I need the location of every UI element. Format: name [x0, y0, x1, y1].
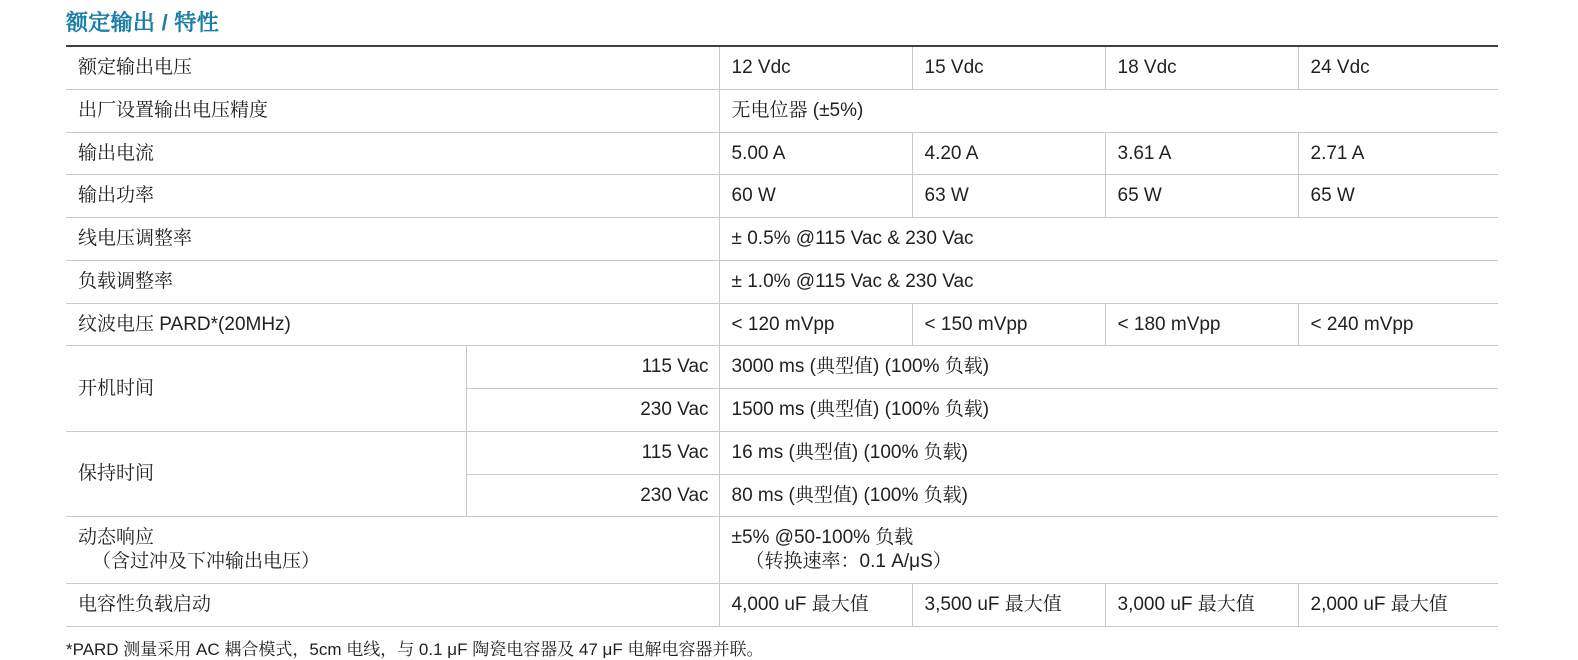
- table-row: [66, 583, 1498, 626]
- page-title: 额定输出 / 特性: [66, 10, 220, 35]
- row-value: 4,000 uF 最大值: [719, 583, 912, 626]
- row-label: [66, 517, 719, 584]
- row-value: 60 W: [719, 175, 912, 218]
- row-value: 3,500 uF 最大值: [912, 583, 1105, 626]
- row-value: 5.00 A: [719, 132, 912, 175]
- row-label-line2: （含过冲及下冲输出电压）: [92, 551, 321, 572]
- table-row: [66, 260, 1498, 303]
- row-value: 65 W: [1298, 175, 1498, 218]
- row-value: 18 Vdc: [1105, 46, 1298, 89]
- row-value: 65 W: [1105, 175, 1298, 218]
- row-label: 保持时间: [66, 431, 466, 517]
- row-value: 15 Vdc: [912, 46, 1105, 89]
- row-subcondition: 115 Vac: [466, 431, 719, 474]
- table-row: [66, 303, 1498, 346]
- row-value: 3,000 uF 最大值: [1105, 583, 1298, 626]
- row-label-line1: 动态响应: [78, 527, 155, 549]
- row-value: ± 0.5% @115 Vac & 230 Vac: [719, 218, 1498, 261]
- row-subcondition: 115 Vac: [466, 346, 719, 389]
- table-row: [66, 517, 1498, 584]
- table-row: [66, 431, 1498, 474]
- row-value: 3000 ms (典型值) (100% 负载): [719, 346, 1498, 389]
- row-value: 3.61 A: [1105, 132, 1298, 175]
- table-row: [66, 218, 1498, 261]
- row-label: 输出电流: [66, 132, 719, 175]
- row-value: 1500 ms (典型值) (100% 负载): [719, 389, 1498, 432]
- row-label: 负载调整率: [66, 260, 719, 303]
- specification-table: [66, 45, 1498, 627]
- row-value: 80 ms (典型值) (100% 负载): [719, 474, 1498, 517]
- row-value: 24 Vdc: [1298, 46, 1498, 89]
- row-label: 额定输出电压: [66, 46, 719, 89]
- row-value-line1: ±5% @50-100% 负载: [731, 527, 914, 549]
- table-row: [66, 175, 1498, 218]
- row-label: 出厂设置输出电压精度: [66, 89, 719, 132]
- row-value: 63 W: [912, 175, 1105, 218]
- row-subcondition: 230 Vac: [466, 474, 719, 517]
- footnote: *PARD 测量采用 AC 耦合模式，5cm 电线，与 0.1 μF 陶瓷电容器及 47 μF 电解电容器并联。: [66, 639, 764, 659]
- row-value-line2: （转换速率：0.1 A/μS）: [745, 551, 952, 572]
- row-label: 线电压调整率: [66, 218, 719, 261]
- row-value: 12 Vdc: [719, 46, 912, 89]
- table-row: [66, 132, 1498, 175]
- row-value: [719, 517, 1498, 584]
- row-value: 2,000 uF 最大值: [1298, 583, 1498, 626]
- row-value: < 120 mVpp: [719, 303, 912, 346]
- row-value: ± 1.0% @115 Vac & 230 Vac: [719, 260, 1498, 303]
- row-value: 4.20 A: [912, 132, 1105, 175]
- table-row: [66, 89, 1498, 132]
- row-value: < 180 mVpp: [1105, 303, 1298, 346]
- table-row: [66, 46, 1498, 89]
- row-value: 16 ms (典型值) (100% 负载): [719, 431, 1498, 474]
- row-value: 2.71 A: [1298, 132, 1498, 175]
- row-value: < 150 mVpp: [912, 303, 1105, 346]
- row-value: 无电位器 (±5%): [719, 89, 1498, 132]
- row-label: 开机时间: [66, 346, 466, 432]
- table-row: [66, 346, 1498, 389]
- row-label: 输出功率: [66, 175, 719, 218]
- row-label: 电容性负载启动: [66, 583, 719, 626]
- row-subcondition: 230 Vac: [466, 389, 719, 432]
- row-label: 纹波电压 PARD*(20MHz): [66, 303, 719, 346]
- row-value: < 240 mVpp: [1298, 303, 1498, 346]
